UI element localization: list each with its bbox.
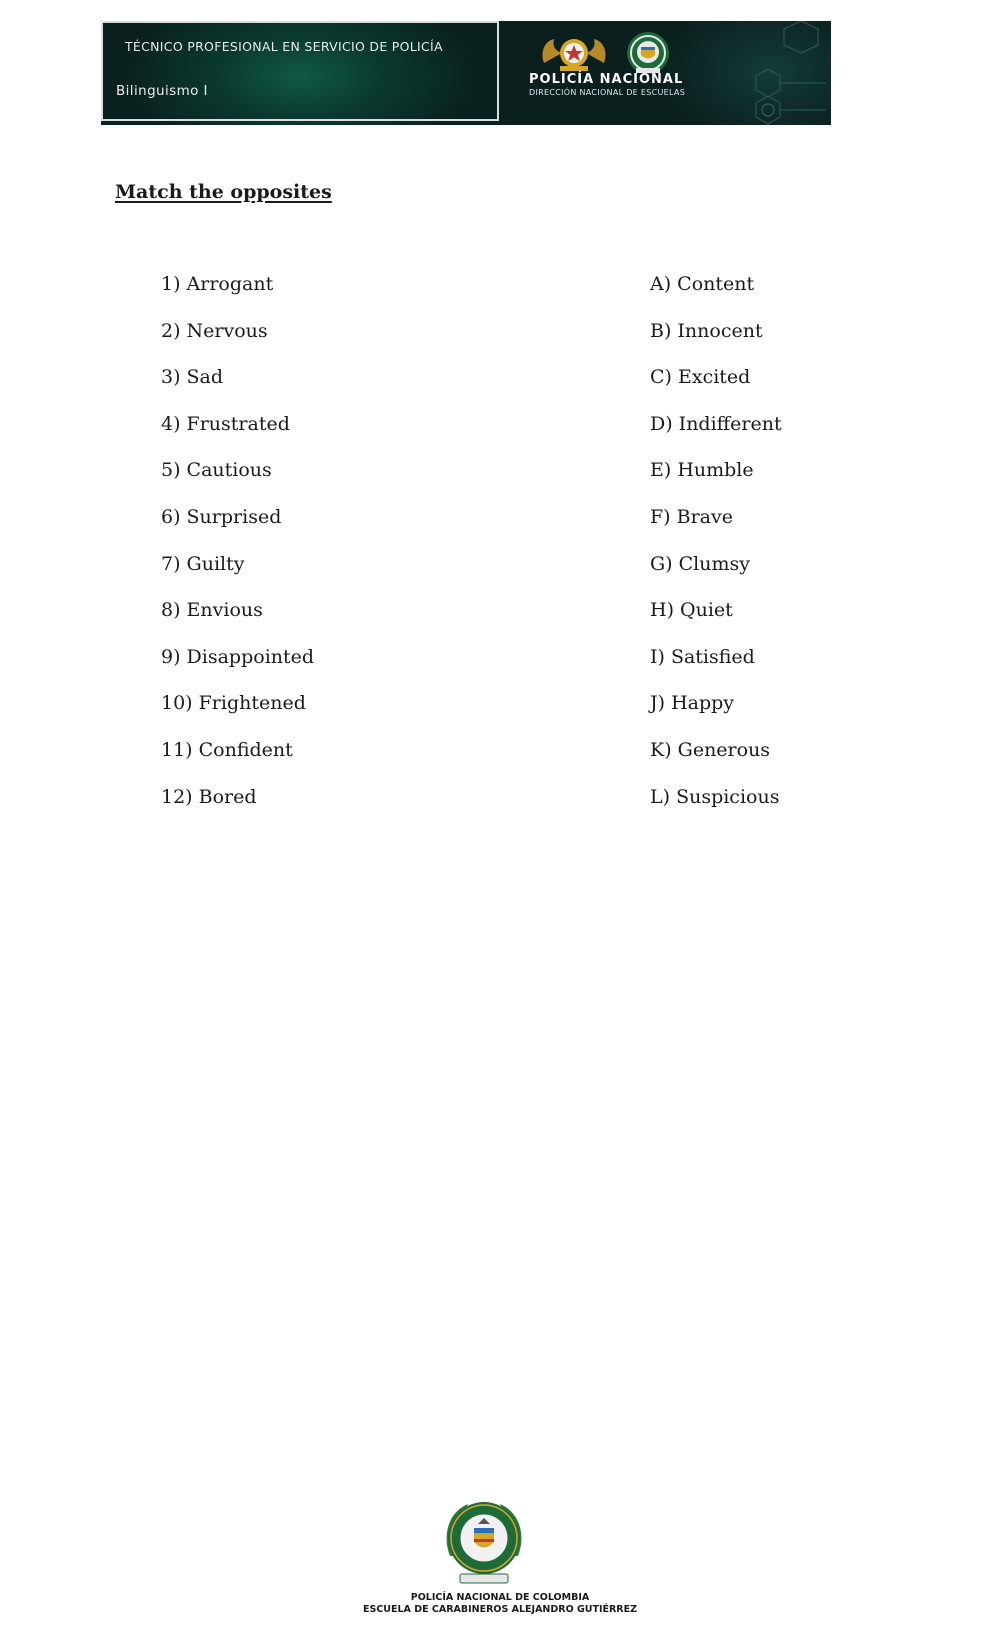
police-seal-icon (619, 30, 677, 76)
list-item: 8) Envious (161, 599, 263, 622)
banner-program-box (101, 21, 499, 121)
list-item: B) Innocent (650, 319, 763, 342)
list-item: K) Generous (650, 738, 771, 761)
institution-name: POLICÍA NACIONAL (529, 72, 684, 87)
list-item: 4) Frustrated (161, 412, 290, 435)
list-item: J) Happy (650, 692, 735, 715)
list-item: C) Excited (650, 366, 751, 389)
coat-of-arms-icon (538, 33, 610, 73)
list-item: F) Brave (650, 505, 733, 528)
department-name: DIRECCIÓN NACIONAL DE ESCUELAS (529, 88, 686, 97)
list-item: I) Satisfied (650, 645, 755, 668)
list-item: A) Content (650, 273, 755, 295)
footer-school: ESCUELA DE CARABINEROS ALEJANDRO GUTIÉRREZ (363, 1604, 637, 1615)
footer-institution: POLICÍA NACIONAL DE COLOMBIA (410, 1592, 590, 1603)
program-name: TÉCNICO PROFESIONAL EN SERVICIO DE POLICÍA (125, 39, 443, 54)
page-title: Match the opposites (115, 181, 332, 203)
list-item: 5) Cautious (161, 459, 272, 482)
list-item: G) Clumsy (650, 552, 750, 575)
list-item: 3) Sad (161, 366, 224, 389)
list-item: 10) Frightened (161, 692, 306, 715)
list-item: 2) Nervous (161, 319, 268, 342)
list-item: D) Indifferent (650, 412, 782, 435)
hexagon-pattern-icon (726, 21, 831, 125)
list-item: E) Humble (650, 459, 754, 482)
list-item: 7) Guilty (161, 552, 245, 575)
list-item: 1) Arrogant (161, 273, 274, 295)
list-item: 6) Surprised (161, 505, 282, 528)
right-word-list (650, 272, 782, 831)
left-word-list (161, 272, 314, 831)
list-item: 11) Confident (161, 738, 293, 761)
list-item: 9) Disappointed (161, 645, 315, 668)
police-seal-icon (440, 1496, 528, 1586)
list-item: L) Suspicious (650, 785, 780, 808)
banner-institution (501, 21, 831, 125)
header-banner (101, 21, 831, 125)
list-item: H) Quiet (650, 599, 733, 622)
course-name: Bilinguismo I (116, 83, 208, 99)
list-item: 12) Bored (161, 785, 257, 808)
